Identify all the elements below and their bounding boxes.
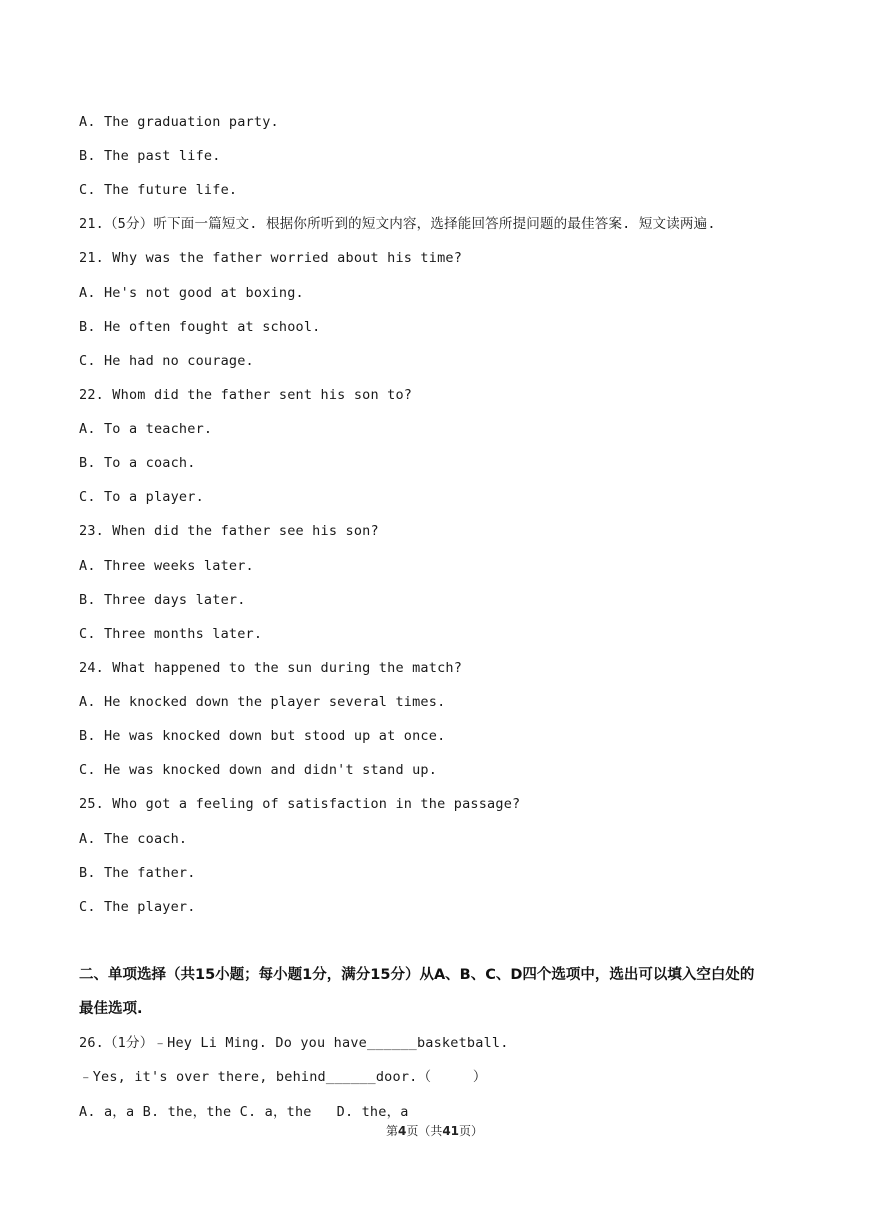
option-line: A. To a teacher. xyxy=(79,421,213,437)
footer-suffix: 页） xyxy=(459,1124,484,1138)
option-line: A. The graduation party. xyxy=(79,114,279,130)
option-line: B. To a coach. xyxy=(79,455,196,471)
footer-page-number: 4 xyxy=(397,1124,407,1138)
listening-instruction: 21.（5分）听下面一篇短文. 根据你所听到的短文内容，选择能回答所提问题的最佳答案. 短文读两遍. xyxy=(79,216,716,232)
option-line: A. He's not good at boxing. xyxy=(79,285,304,301)
page-footer xyxy=(0,1123,869,1139)
question-26-options: A. a，a B. the，the C. a，the D. the，a xyxy=(79,1104,409,1120)
question-line: 21. Why was the father worried about his time? xyxy=(79,250,463,266)
option-line: C. The player. xyxy=(79,899,196,915)
section-heading-continued: 最佳选项. xyxy=(79,1001,143,1017)
section-heading: 二、单项选择（共15小题；每小题1分，满分15分）从A、B、C、D四个选项中，选出可以填入空白处的 xyxy=(79,967,755,983)
option-line: C. To a player. xyxy=(79,489,204,505)
question-line: 22. Whom did the father sent his son to? xyxy=(79,387,413,403)
option-line: C. He had no courage. xyxy=(79,353,254,369)
option-line: A. He knocked down the player several times. xyxy=(79,694,446,710)
option-line: B. He was knocked down but stood up at once. xyxy=(79,728,446,744)
footer-total-pages: 41 xyxy=(442,1124,460,1138)
option-line: C. The future life. xyxy=(79,182,238,198)
option-line: B. The past life. xyxy=(79,148,221,164)
option-line: B. The father. xyxy=(79,865,196,881)
question-26: 26.（1分）﹣Hey Li Ming. Do you have______basketball. xyxy=(79,1035,509,1051)
option-line: A. The coach. xyxy=(79,831,188,847)
question-line: 25. Who got a feeling of satisfaction in the passage? xyxy=(79,796,521,812)
question-line: 24. What happened to the sun during the match? xyxy=(79,660,463,676)
question-26-response: ﹣Yes, it's over there, behind______door.（ ） xyxy=(79,1069,487,1085)
question-line: 23. When did the father see his son? xyxy=(79,523,379,539)
option-line: B. Three days later. xyxy=(79,592,246,608)
footer-middle: 页（共 xyxy=(406,1124,443,1138)
option-line: C. Three months later. xyxy=(79,626,263,642)
option-line: B. He often fought at school. xyxy=(79,319,321,335)
option-line: C. He was knocked down and didn't stand up. xyxy=(79,762,438,778)
footer-prefix: 第 xyxy=(385,1124,398,1138)
option-line: A. Three weeks later. xyxy=(79,558,254,574)
